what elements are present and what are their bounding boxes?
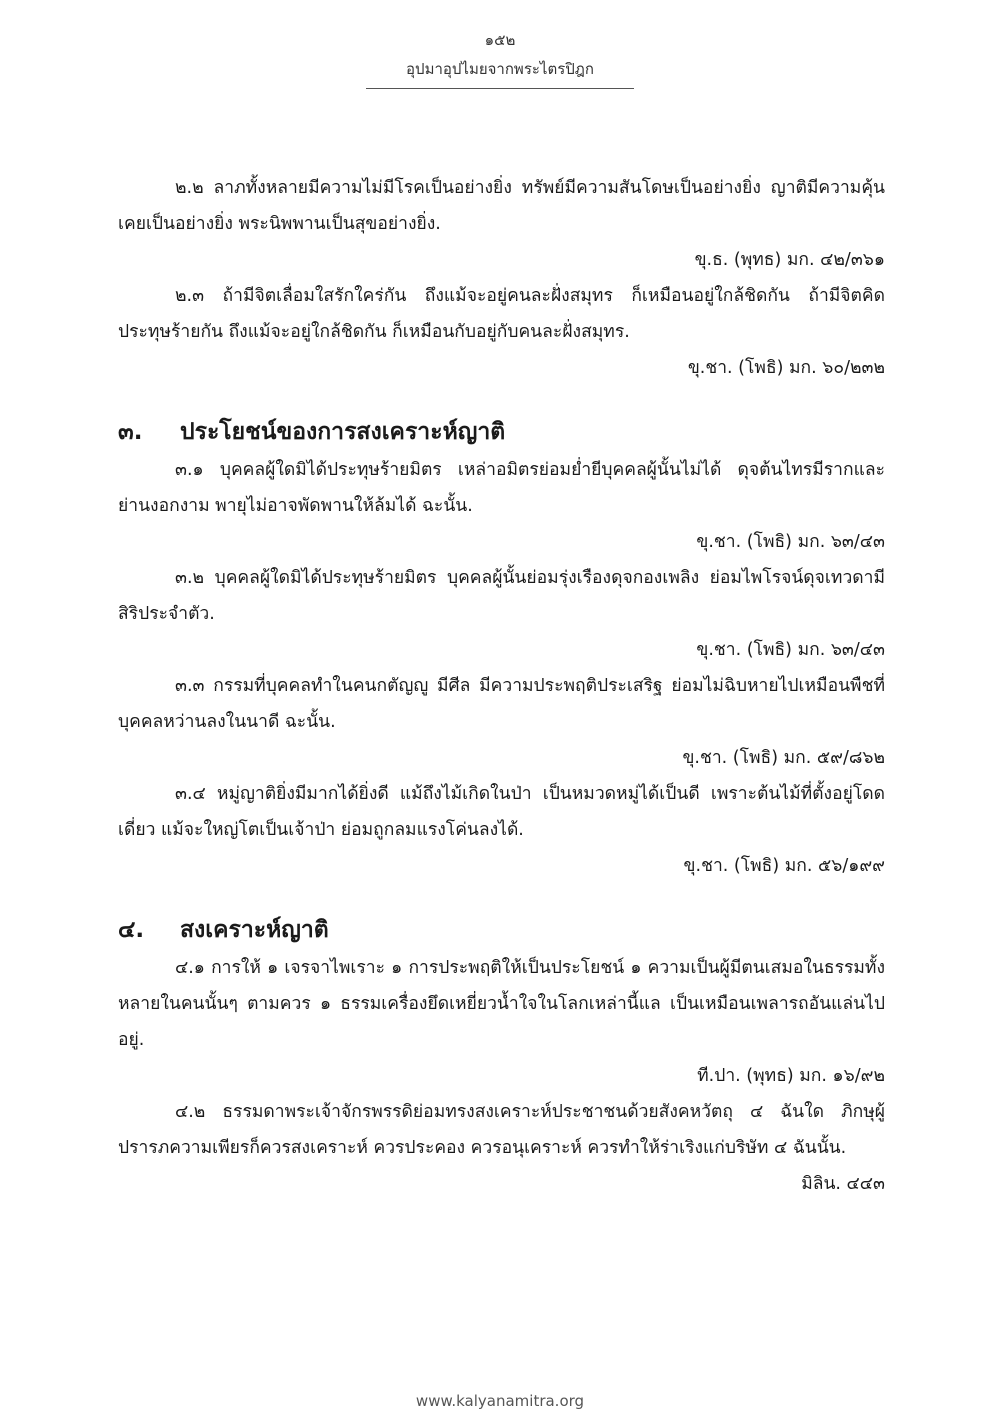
section-number: ๓.: [118, 419, 143, 445]
page-header: [0, 30, 1000, 89]
footer-url: www.kalyanamitra.org: [415, 1392, 585, 1410]
section-title: ประโยชน์ของการสงเคราะห์ญาติ: [180, 419, 506, 445]
paragraph: ๓.๓ กรรมที่บุคคลทำในคนกตัญญู มีศีล มีความประพฤติประเสริฐ ย่อมไม่ฉิบหายไปเหมือนพืชที่บุคคลหว่านลงในนาดี ฉะนั้น.: [118, 676, 885, 732]
citation-reference: มิลิน. ๔๔๓: [801, 1174, 885, 1194]
citation-reference: ขุ.ชา. (โพธิ) มก. ๕๖/๑๙๙: [683, 856, 885, 876]
citation-reference: ที.ปา. (พุทธ) มก. ๑๖/๙๒: [697, 1066, 885, 1086]
section-heading: [118, 412, 885, 452]
paragraph: ๓.๒ บุคคลผู้ใดมิได้ประทุษร้ายมิตร บุคคลผู้นั้นย่อมรุ่งเรืองดุจกองเพลิง ย่อมไพโรจน์ดุจเทวดามีสิริประจำตัว.: [118, 568, 885, 624]
book-title: อุปมาอุปไมยจากพระไตรปิฎก: [406, 60, 594, 78]
paragraph: ๒.๒ ลาภทั้งหลายมีความไม่มีโรคเป็นอย่างยิ่ง ทรัพย์มีความสันโดษเป็นอย่างยิ่ง ญาติมีความคุ้นเคยเป็นอย่างยิ่ง พระนิพพานเป็นสุขอย่างยิ่ง.: [118, 178, 885, 234]
paragraph: ๓.๑ บุคคลผู้ใดมิได้ประทุษร้ายมิตร เหล่าอมิตรย่อมย่ำยีบุคคลผู้นั้นไม่ได้ ดุจต้นไทรมีรากและย่านงอกงาม พายุไม่อาจพัดพานให้ล้มได้ ฉะนั้น.: [118, 460, 885, 516]
citation-reference: ขุ.ชา. (โพธิ) มก. ๖๐/๒๓๒: [687, 358, 885, 378]
page-content: [118, 170, 885, 1202]
section-number: ๔.: [118, 917, 145, 943]
paragraph: ๓.๔ หมู่ญาติยิ่งมีมากได้ยิ่งดี แม้ถึงไม้เกิดในป่า เป็นหมวดหมู่ได้เป็นดี เพราะต้นไม้ที่ตั้งอยู่โดดเดี่ยว แม้จะใหญ่โตเป็นเจ้าป่า ย่อมถูกลมแรงโค่นลงได้.: [118, 784, 885, 840]
paragraph: ๒.๓ ถ้ามีจิตเลื่อมใสรักใคร่กัน ถึงแม้จะอยู่คนละฝั่งสมุทร ก็เหมือนอยู่ใกล้ชิดกัน ถ้ามีจิตคิดประทุษร้ายกัน ถึงแม้จะอยู่ใกล้ชิดกัน ก็เหมือนกับอยู่กับคนละฝั่งสมุทร.: [118, 286, 885, 342]
section-title: สงเคราะห์ญาติ: [180, 917, 329, 943]
citation-reference: ขุ.ชา. (โพธิ) มก. ๖๓/๔๓: [696, 640, 885, 660]
citation-reference: ขุ.ธ. (พุทธ) มก. ๔๒/๓๖๑: [694, 250, 885, 270]
page-number: ๑๕๒: [484, 31, 516, 49]
citation-reference: ขุ.ชา. (โพธิ) มก. ๖๓/๔๓: [696, 532, 885, 552]
paragraph: ๔.๒ ธรรมดาพระเจ้าจักรพรรดิย่อมทรงสงเคราะห์ประชาชนด้วยสังคหวัตถุ ๔ ฉันใด ภิกษุผู้ปรารภความเพียรก็ควรสงเคราะห์ ควรประคอง ควรอนุเคราะห์ ควรทำให้ร่าเริงแก่บริษัท ๔ ฉันนั้น.: [118, 1102, 885, 1158]
section-heading: [118, 910, 885, 950]
citation-reference: ขุ.ชา. (โพธิ) มก. ๕๙/๘๖๒: [682, 748, 885, 768]
header-divider: [366, 88, 634, 89]
paragraph: ๔.๑ การให้ ๑ เจรจาไพเราะ ๑ การประพฤติให้เป็นประโยชน์ ๑ ความเป็นผู้มีตนเสมอในธรรมทั้งหลายในคนนั้นๆ ตามควร ๑ ธรรมเครื่องยึดเหยี่ยวน้ำใจในโลกเหล่านี้แล เป็นเหมือนเพลารถอันแล่นไปอยู่.: [118, 958, 885, 1050]
